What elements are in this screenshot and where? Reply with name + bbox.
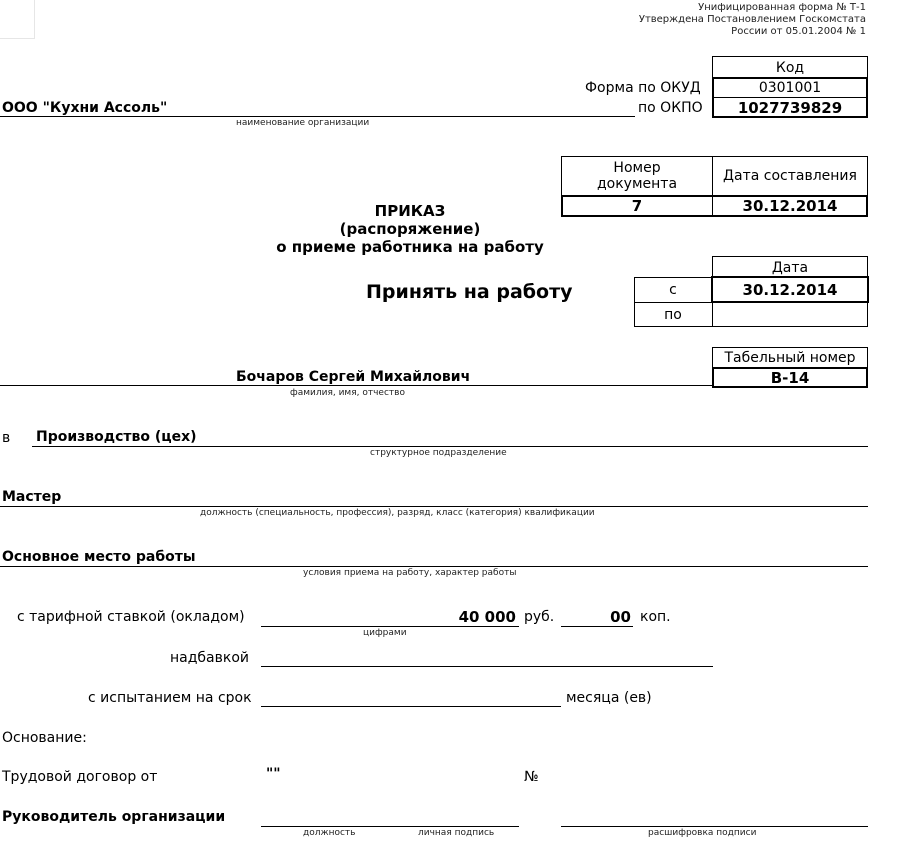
salary-rub-label: руб.: [524, 609, 555, 625]
tab-number: В-14: [770, 368, 810, 387]
page-corner: [0, 0, 35, 39]
organization-line: [0, 116, 635, 117]
conditions-caption: условия приема на работу, характер работы: [303, 568, 517, 578]
salary-kop-label: коп.: [640, 609, 671, 625]
organization-name: ООО "Кухни Ассоль": [2, 100, 168, 116]
form-header-line3: России от 05.01.2004 № 1: [731, 26, 866, 37]
signature-decode-caption: расшифровка подписи: [648, 828, 757, 838]
period-from-value: 30.12.2014: [742, 281, 838, 299]
basis-label: Основание:: [2, 730, 87, 746]
period-to-label: по: [664, 307, 682, 323]
employee-name: Бочаров Сергей Михайлович: [236, 369, 471, 385]
salary-rub-value: 40 000: [458, 608, 516, 626]
period-to-value: [712, 303, 868, 327]
okpo-value: 1027739829: [737, 98, 843, 117]
title-line1: ПРИКАЗ: [374, 202, 446, 220]
doc-date-header: Дата составления: [723, 168, 857, 184]
doc-number: 7: [631, 197, 643, 215]
department-line: [32, 446, 868, 447]
action-title: Принять на работу: [366, 281, 573, 303]
position-line: [0, 506, 868, 507]
form-header-line2: Утверждена Постановлением Госкомстата: [638, 14, 866, 25]
position-value: Мастер: [2, 489, 62, 505]
probation-line: [261, 706, 561, 707]
period-header: Дата: [771, 260, 809, 276]
contract-label: Трудовой договор от: [2, 769, 158, 785]
doc-number-header: Номер документа: [596, 160, 678, 192]
contract-quote: "": [266, 766, 281, 782]
title-line2: (распоряжение): [339, 220, 481, 238]
organization-caption: наименование организации: [236, 118, 370, 128]
doc-date: 30.12.2014: [742, 197, 838, 215]
probation-label: с испытанием на срок: [88, 690, 252, 706]
salary-caption: цифрами: [363, 628, 407, 638]
conditions-line: [0, 566, 868, 567]
title-line3: о приеме работника на работу: [276, 238, 544, 256]
tab-header: Табельный номер: [724, 350, 856, 366]
salary-kop-line: [561, 626, 633, 627]
conditions-value: Основное место работы: [2, 549, 196, 565]
salary-kop-value: 00: [610, 608, 631, 626]
signature-decode-line: [561, 826, 868, 827]
position-caption: должность (специальность, профессия), разряд, класс (категория) квалификации: [200, 508, 595, 518]
bonus-label: надбавкой: [170, 650, 249, 666]
period-from-label: с: [669, 282, 677, 298]
signature-position-line: [261, 826, 519, 827]
okpo-label: по ОКПО: [638, 100, 703, 116]
bonus-line: [261, 666, 713, 667]
salary-label: с тарифной ставкой (окладом): [17, 609, 245, 625]
signature-sign-caption: личная подпись: [418, 828, 495, 838]
salary-rub-line: [261, 626, 519, 627]
form-header-line1: Унифицированная форма № Т-1: [698, 2, 866, 13]
employee-line: [0, 385, 712, 386]
department-prefix: в: [2, 430, 11, 446]
contract-number-sign: №: [524, 769, 539, 785]
employee-caption: фамилия, имя, отчество: [290, 388, 405, 398]
signature-label: Руководитель организации: [2, 809, 226, 825]
department-value: Производство (цех): [36, 429, 197, 445]
okud-value: 0301001: [758, 79, 822, 96]
okud-label: Форма по ОКУД: [585, 80, 701, 96]
department-caption: структурное подразделение: [370, 448, 507, 458]
codes-header: Код: [775, 59, 805, 76]
probation-unit: месяца (ев): [566, 690, 652, 706]
signature-position-caption: должность: [303, 828, 356, 838]
